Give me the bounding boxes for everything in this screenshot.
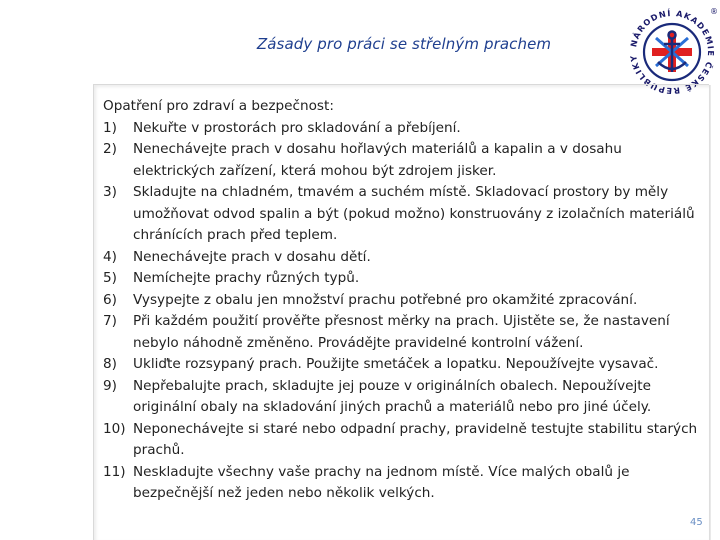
- list-item: 9) Nepřebalujte prach, skladujte jej pouze v originálních obalech. Nepoužívejte originální obaly na skladování jiných prachů a materiálů nebo pro jiné účely.: [103, 377, 652, 415]
- logo-registered-mark: ®: [710, 7, 718, 16]
- slide-title-text: Zásady pro práci se střelným prachem: [256, 35, 552, 53]
- slide-title: [0, 35, 720, 53]
- page-number: 45: [690, 517, 703, 528]
- list-item: 1) Nekuřte v prostorách pro skladování a přebíjení.: [103, 119, 461, 136]
- safety-list: [103, 118, 703, 505]
- section-heading: Opatření pro zdraví a bezpečnost:: [103, 98, 334, 114]
- list-item: 2) Nenechávejte prach v dosahu hořlavých materiálů a kapalin a v dosahu elektrických zařízení, která mohou být zdrojem jisker.: [103, 141, 622, 179]
- logo-ring-text: NÁRODNÍ AKADEMIE ČESKÉ REPUBLIKY: [627, 7, 717, 97]
- list-item: 8) Ukliďte rozsypaný prach. Použijte smetáček a lopatku. Nepoužívejte vysavač.: [103, 356, 659, 372]
- list-item: 7) Při každém použití prověřte přesnost měrky na prach. Ujistěte se, že nastavení nebylo náhodně změněno. Provádějte pravidelné kontrolní vážení.: [103, 313, 670, 351]
- content-body: [103, 96, 703, 505]
- list-item: 10) Neponechávejte si staré nebo odpadní prachy, pravidelně testujte stabilitu starých prachů.: [103, 420, 698, 458]
- list-item: 5) Nemíchejte prachy různých typů.: [103, 270, 360, 286]
- list-item: 4) Nenechávejte prach v dosahu dětí.: [103, 248, 371, 265]
- list-item: 11) Neskladujte všechny vaše prachy na jednom místě. Více malých obalů je bezpečnější než jeden nebo několik velkých.: [103, 463, 630, 501]
- list-item: 6) Vysypejte z obalu jen množství prachu potřebné pro okamžité zpracování.: [103, 291, 638, 308]
- list-item: 3) Skladujte na chladném, tmavém a suchém místě. Skladovací prostory by měly umožňovat odvod spalin a být (pokud možno) konstruovány z izolačních materiálů chránících prach před teplem.: [103, 184, 695, 243]
